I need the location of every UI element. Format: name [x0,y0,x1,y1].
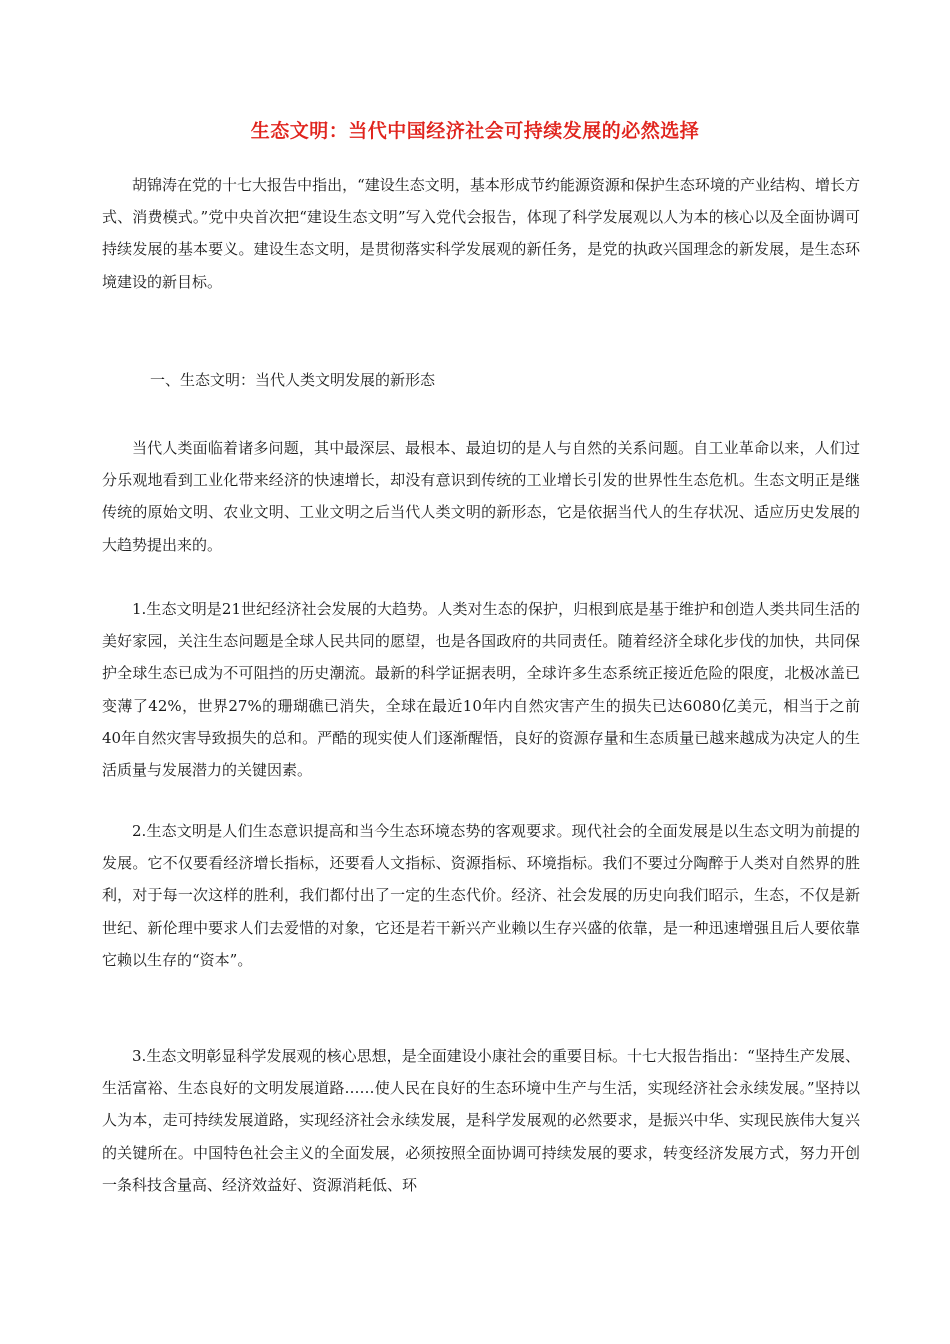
point-2-paragraph: 2.生态文明是人们生态意识提高和当今生态环境态势的客观要求。现代社会的全面发展是以生态文明为前提的发展。它不仅要看经济增长指标，还要看人文指标、资源指标、环境指标。我们不要过分陶醉于人类对自然界的胜利，对于每一次这样的胜利，我们都付出了一定的生态代价。经济、社会发展的历史向我们昭示，生态，不仅是新世纪、新伦理中要求人们去爱惜的对象，它还是若干新兴产业赖以生存兴盛的依靠，是一种迅速增强且后人要依靠它赖以生存的“资本”。 [102,822,860,969]
document-title: 生态文明：当代中国经济社会可持续发展的必然选择 [250,120,700,142]
section-heading: 一、生态文明：当代人类文明发展的新形态 [150,371,436,389]
point-3-paragraph: 3.生态文明彰显科学发展观的核心思想，是全面建设小康社会的重要目标。十七大报告指出：“坚持生产发展、生活富裕、生态良好的文明发展道路……使人民在良好的生态环境中生产与生活，实现经济社会永续发展。”坚持以人为本，走可持续发展道路，实现经济社会永续发展，是科学发展观的必然要求，是振兴中华、实现民族伟大复兴的关键所在。中国特色社会主义的全面发展，必须按照全面协调可持续发展的要求，转变经济发展方式，努力开创一条科技含量高、经济效益好、资源消耗低、环 [102,1047,860,1194]
point-1-paragraph: 1.生态文明是21世纪经济社会发展的大趋势。人类对生态的保护，归根到底是基于维护和创造人类共同生活的美好家园，关注生态问题是全球人民共同的愿望，也是各国政府的共同责任。随着经济全球化步伐的加快，共同保护全球生态已成为不可阻挡的历史潮流。最新的科学证据表明，全球许多生态系统正接近危险的限度，北极冰盖已变薄了42%，世界27%的珊瑚礁已消失，全球在最近10年内自然灾害产生的损失已达6080亿美元，相当于之前40年自然灾害导致损失的总和。严酷的现实使人们逐渐醒悟，良好的资源存量和生态质量已越来越成为决定人的生活质量与发展潜力的关键因素。 [102,600,860,780]
intro-paragraph: 胡锦涛在党的十七大报告中指出，“建设生态文明，基本形成节约能源资源和保护生态环境的产业结构、增长方式、消费模式。”党中央首次把“建设生态文明”写入党代会报告，体现了科学发展观以人为本的核心以及全面协调可持续发展的基本要义。建设生态文明，是贯彻落实科学发展观的新任务，是党的执政兴国理念的新发展，是生态环境建设的新目标。 [102,176,860,291]
section-intro-paragraph: 当代人类面临着诸多问题，其中最深层、最根本、最迫切的是人与自然的关系问题。自工业革命以来，人们过分乐观地看到工业化带来经济的快速增长，却没有意识到传统的工业增长引发的世界性生态危机。生态文明正是继传统的原始文明、农业文明、工业文明之后当代人类文明的新形态，它是依据当代人的生存状况、适应历史发展的大趋势提出来的。 [102,439,860,554]
